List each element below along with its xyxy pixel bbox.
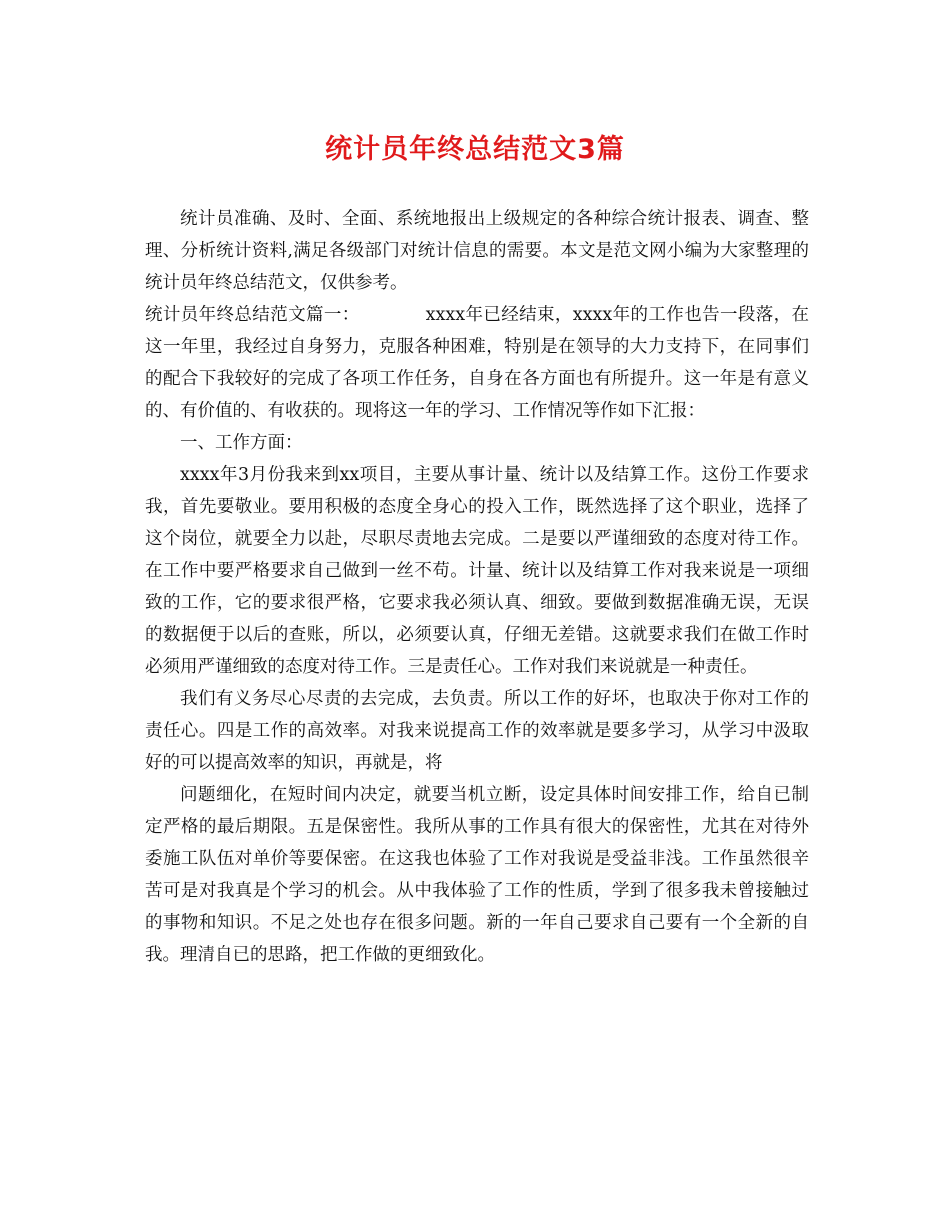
body-paragraph: xxxx年3月份我来到xx项目，主要从事计量、统计以及结算工作。这份工作要求我，首先要敬业。要用积极的态度全身心的投入工作，既然选择了这个职业，选择了这个岗位，就要全力以赴，尽职尽责地去完成。二是要以严谨细致的态度对待工作。在工作中要严格要求自己做到一丝不苟。计量、统计以及结算工作对我来说是一项细致的工作，它的要求很严格，它要求我必须认真、细致。要做到数据准确无误，无误的数据便于以后的查账，所以，必须要认真，仔细无差错。这就要求我们在做工作时必须用严谨细致的态度对待工作。三是责任心。工作对我们来说就是一种责任。 (145, 465, 809, 677)
section-one-paragraph (145, 299, 809, 427)
intro-paragraph: 统计员准确、及时、全面、系统地报出上级规定的各种综合统计报表、调查、整理、分析统计资料,满足各级部门对统计信息的需要。本文是范文网小编为大家整理的统计员年终总结范文，仅供参考。 (145, 209, 809, 293)
body-paragraph: 问题细化，在短时间内决定，就要当机立断，设定具体时间安排工作，给自已制定严格的最后期限。五是保密性。我所从事的工作具有很大的保密性，尤其在对待外委施工队伍对单价等要保密。在这我也体验了工作对我说是受益非浅。工作虽然很辛苦可是对我真是个学习的机会。从中我体验了工作的性质，学到了很多我未曾接触过的事物和知识。不足之处也存在很多问题。新的一年自己要求自己要有一个全新的自我。理清自已的思路，把工作做的更细致化。 (145, 785, 809, 965)
body-paragraph: 我们有义务尽心尽责的去完成，去负责。所以工作的好坏，也取决于你对工作的责任心。四是工作的高效率。对我来说提高工作的效率就是要多学习，从学习中汲取好的可以提高效率的知识，再就是，将 (145, 689, 809, 773)
document-title: 统计员年终总结范文3篇 (325, 134, 625, 165)
section-heading: 统计员年终总结范文篇一： (145, 305, 360, 325)
document-body (145, 203, 809, 971)
section-one-text: xxxx年已经结束，xxxx年的工作也告一段落，在这一年里，我经过自身努力，克服各种困难，特别是在领导的大力支持下，在同事们的配合下我较好的完成了各项工作任务，自身在各方面也有所提升。这一年是有意义的、有价值的、有收获的。现将这一年的学习、工作情况等作如下汇报： (145, 305, 809, 421)
subheading-work: 一、工作方面： (180, 433, 303, 453)
